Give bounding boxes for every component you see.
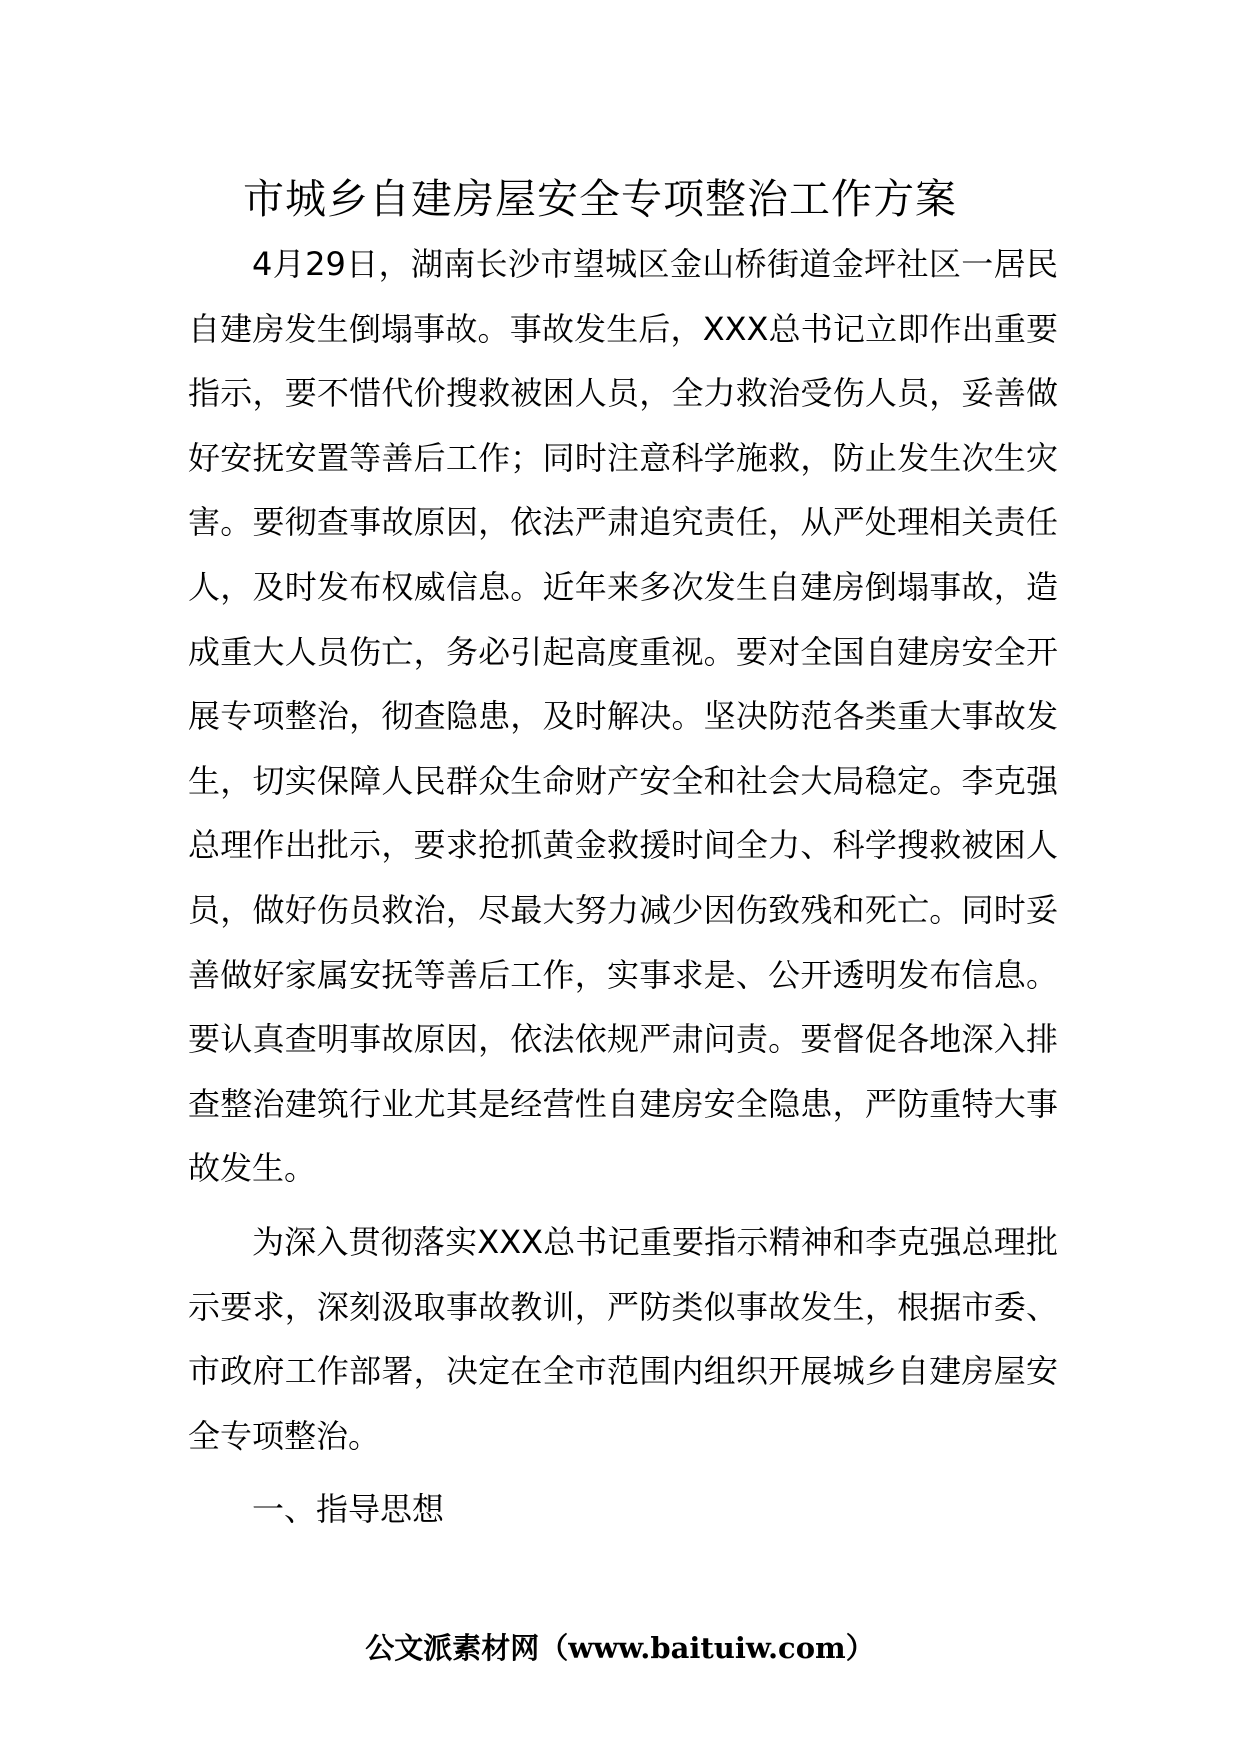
footer-watermark: 公文派素材网（www.baituiw.com） <box>365 1631 875 1665</box>
paragraph-incident: 4月29日，湖南长沙市望城区金山桥街道金坪社区一居民自建房发生倒塌事故。事故发生后，XXX总书记立即作出重要指示，要不惜代价搜救被困人员，全力救治受伤人员，妥善做好安抚安置等善后工作；同时注意科学施救，防止发生次生灾害。要彻查事故原因，依法严肃追究责任，从严处理相关责任人，及时发布权威信息。近年来多次发生自建房倒塌事故，造成重大人员伤亡，务必引起高度重视。要对全国自建房安全开展专项整治，彻查隐患，及时解决。坚决防范各类重大事故发生，切实保障人民群众生命财产安全和社会大局稳定。李克强总理作出批示，要求抢抓黄金救援时间全力、科学搜救被困人员，做好伤员救治，尽最大努力减少因伤致残和死亡。同时妥善做好家属安抚等善后工作，实事求是、公开透明发布信息。要认真查明事故原因，依法依规严肃问责。要督促各地深入排查整治建筑行业尤其是经营性自建房安全隐患，严防重特大事故发生。 <box>188 245 1058 1188</box>
paragraph-purpose: 为深入贯彻落实XXX总书记重要指示精神和李克强总理批示要求，深刻汲取事故教训，严防类似事故发生，根据市委、市政府工作部署，决定在全市范围内组织开展城乡自建房屋安全专项整治。 <box>188 1222 1058 1455</box>
document-title: 市城乡自建房屋安全专项整治工作方案 <box>243 175 957 223</box>
section-heading-guiding-ideology: 一、指导思想 <box>252 1490 445 1529</box>
document-body <box>188 232 1058 1542</box>
